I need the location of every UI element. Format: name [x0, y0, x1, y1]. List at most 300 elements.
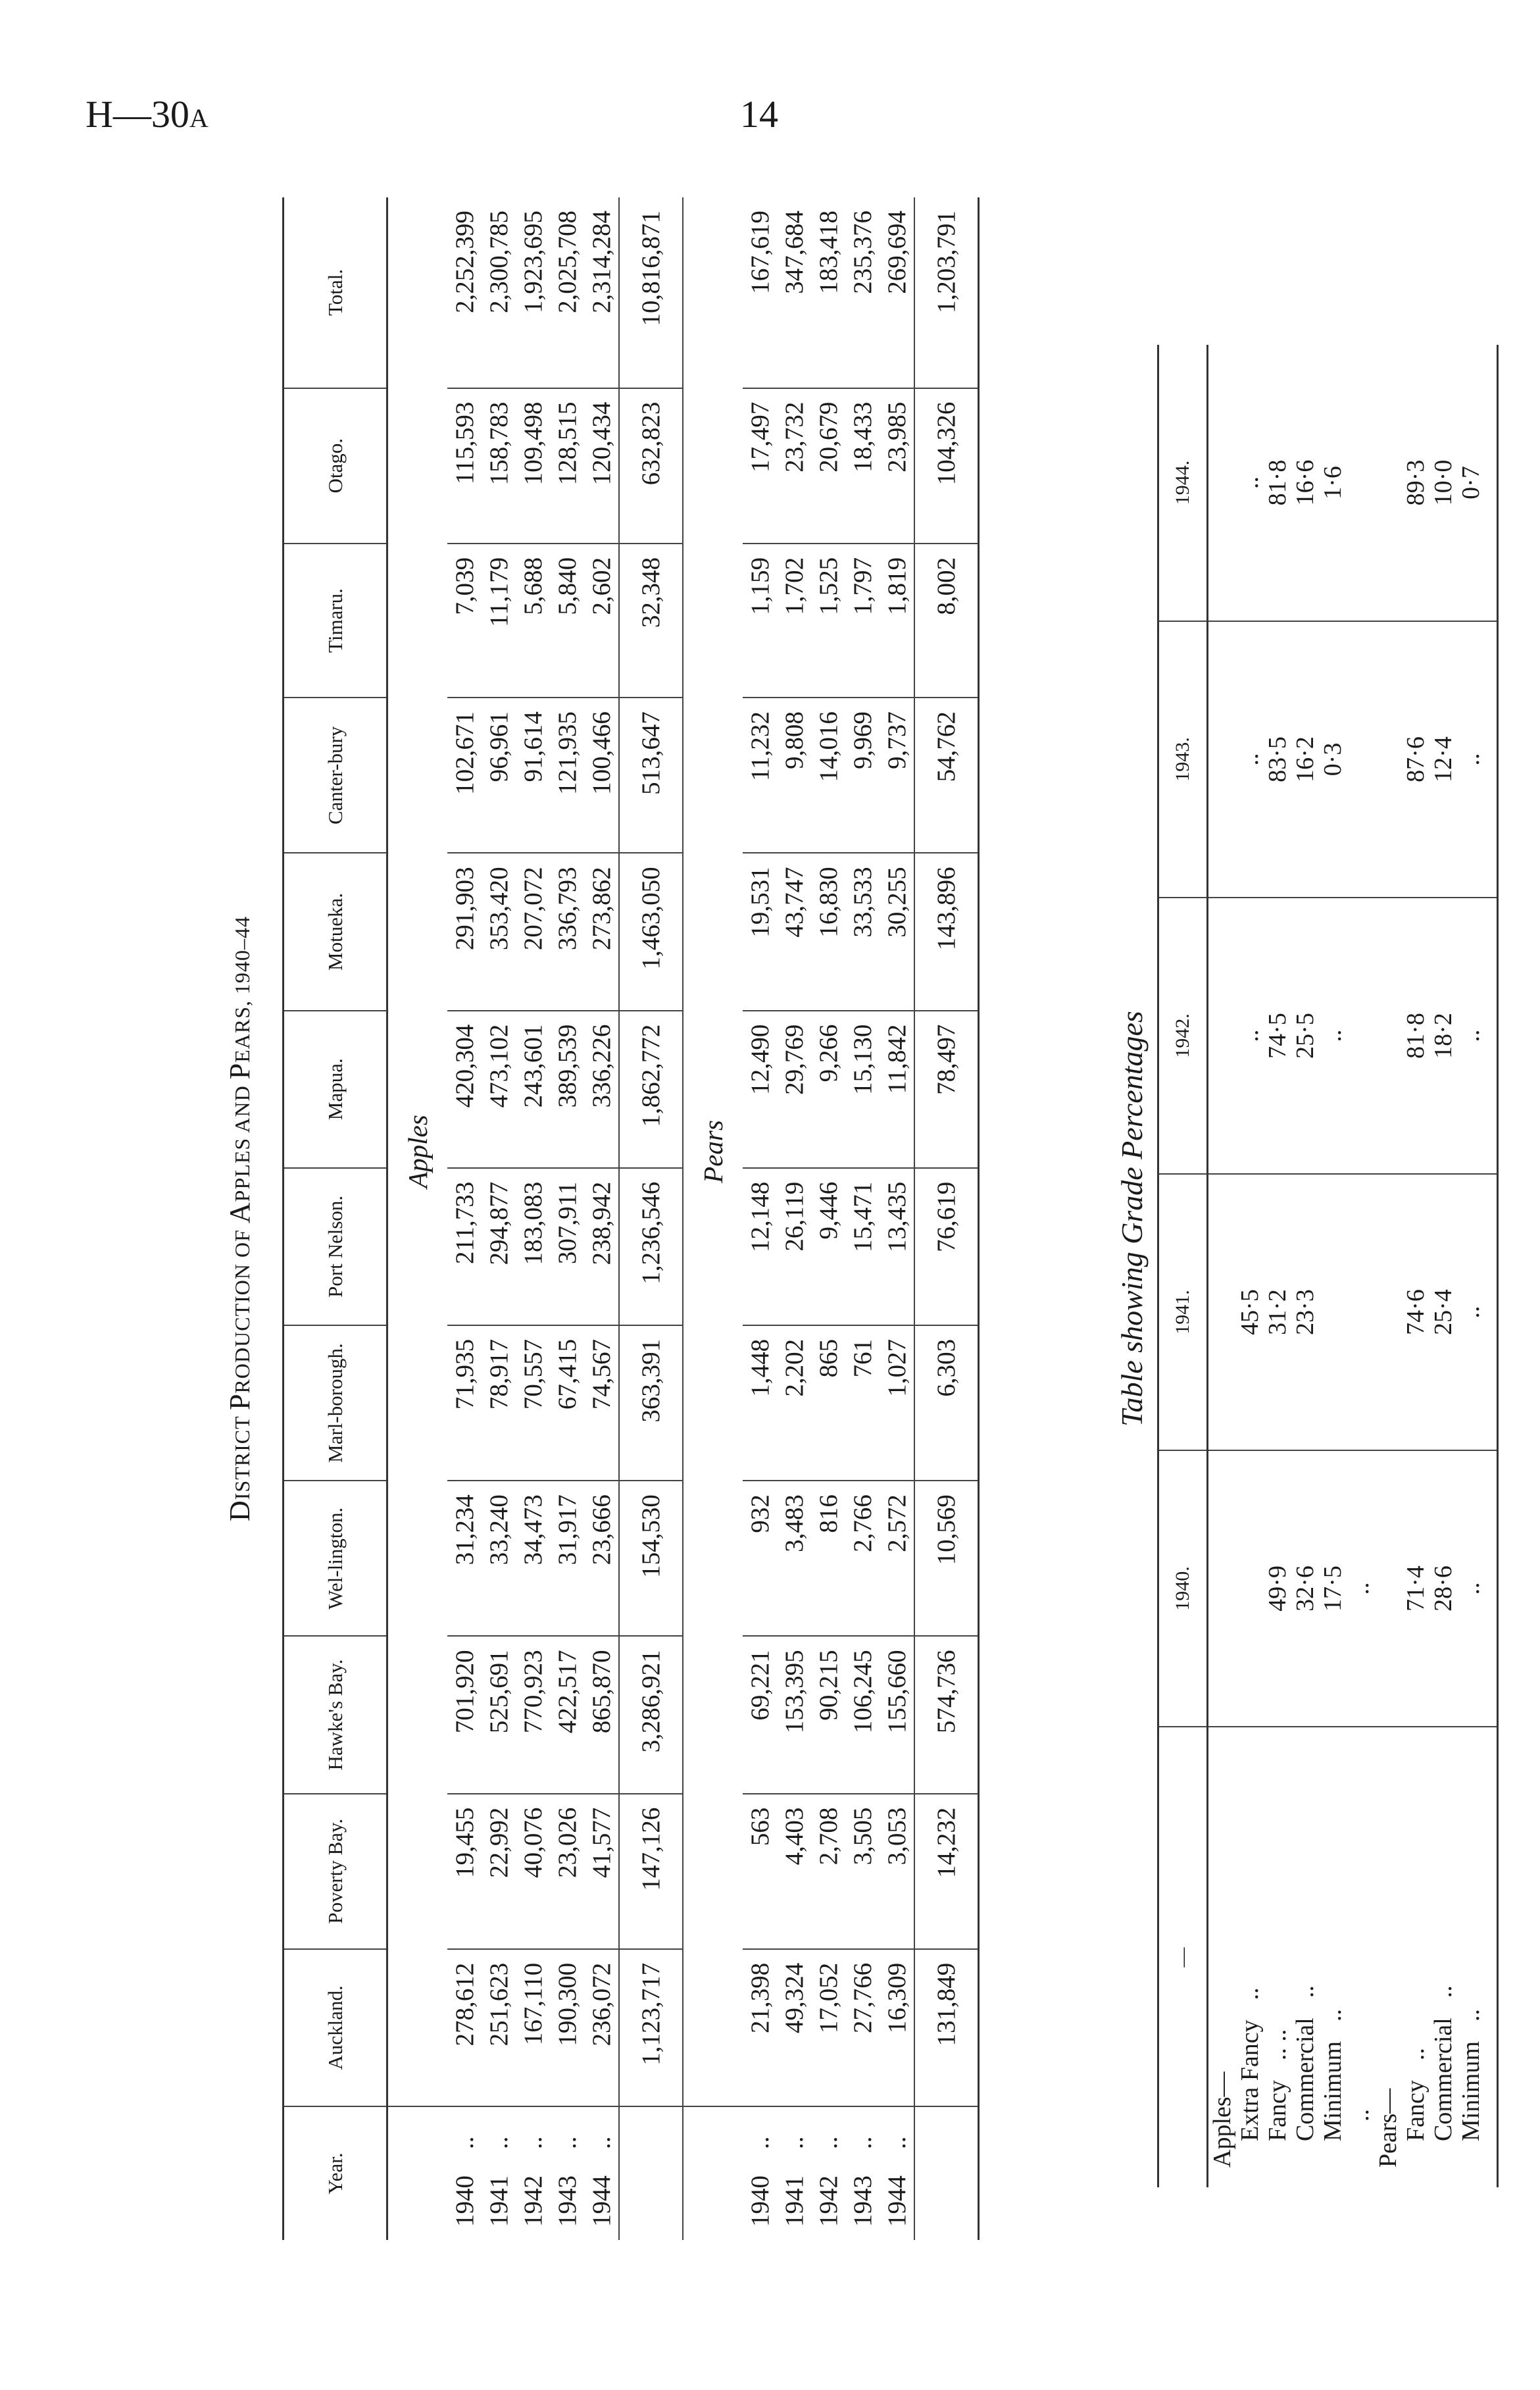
value-cell: 9,266 [811, 1011, 845, 1168]
year-cell [584, 2106, 619, 2240]
grade-value-cell [1374, 898, 1402, 1174]
grade-value-cell: .. [1457, 1174, 1485, 1450]
column-header: Mapua. [284, 1011, 387, 1168]
value-cell: 121,935 [550, 698, 584, 853]
grade-value-cell: 25·5 [1291, 898, 1319, 1174]
total-cell: 363,391 [619, 1325, 683, 1481]
value-cell: 389,539 [550, 1011, 584, 1168]
year-cell [550, 2106, 584, 2240]
value-cell: 2,602 [584, 544, 619, 698]
grade-row [1457, 345, 1485, 2187]
grade-value-cell: .. [1347, 1450, 1374, 1727]
leader-dots: .. [1291, 1985, 1319, 1998]
value-cell: 23,732 [777, 388, 811, 544]
value-cell: 291,903 [447, 853, 482, 1010]
value-cell: 3,053 [880, 1794, 914, 1949]
value-cell: 865 [811, 1325, 845, 1481]
total-cell: 104,326 [914, 388, 979, 544]
total-cell: 131,849 [914, 1949, 979, 2106]
grade-label: Extra Fancy [1236, 2020, 1264, 2141]
value-cell: 211,733 [447, 1168, 482, 1325]
total-cell: 6,303 [914, 1325, 979, 1481]
value-cell: 816 [811, 1481, 845, 1636]
value-cell: 33,240 [482, 1481, 516, 1636]
value-cell: 31,917 [550, 1481, 584, 1636]
value-cell: 12,490 [743, 1011, 777, 1168]
year-value: 1940 [745, 2175, 774, 2227]
column-header: Timaru. [284, 544, 387, 698]
value-cell: 5,840 [550, 544, 584, 698]
value-cell: 16,309 [880, 1949, 914, 2106]
grade-label: Fancy [1264, 2080, 1291, 2141]
value-cell: 14,016 [811, 698, 845, 853]
section-row [683, 197, 743, 2240]
grade-value-cell [1374, 1174, 1402, 1450]
grade-label-cell [1402, 1727, 1429, 2187]
total-cell: 513,647 [619, 698, 683, 853]
value-cell: 183,083 [516, 1168, 550, 1325]
value-cell: 9,808 [777, 698, 811, 853]
grade-label: Minimum [1457, 2041, 1485, 2141]
grade-row [1208, 345, 1237, 2187]
value-cell: 15,130 [845, 1011, 880, 1168]
grade-label-cell [1319, 1727, 1347, 2187]
value-cell: 109,498 [516, 388, 550, 544]
value-cell: 155,660 [880, 1636, 914, 1793]
value-cell: 1,702 [777, 544, 811, 698]
grade-value-cell [1374, 1450, 1402, 1727]
grade-label-cell [1291, 1727, 1319, 2187]
grade-row [1402, 345, 1429, 2187]
value-cell: 273,862 [584, 853, 619, 1010]
grade-column-header: 1940. [1158, 1450, 1208, 1727]
table-row [516, 197, 550, 2240]
grade-value-cell: 81·8 [1402, 898, 1429, 1174]
value-cell: 19,455 [447, 1794, 482, 1949]
value-cell: 17,497 [743, 388, 777, 544]
total-row [619, 197, 683, 2240]
value-cell: 23,666 [584, 1481, 619, 1636]
value-cell: 128,515 [550, 388, 584, 544]
grade-end-cell [1485, 1727, 1498, 2187]
grade-value-cell: .. [1457, 1450, 1485, 1727]
grade-value-cell [1319, 1174, 1347, 1450]
grade-value-cell: 12·4 [1429, 621, 1457, 898]
value-cell: 91,614 [516, 698, 550, 853]
grade-value-cell: .. [1236, 898, 1264, 1174]
value-cell: 207,072 [516, 853, 550, 1010]
value-cell: 102,671 [447, 698, 482, 853]
year-value: 1941 [780, 2175, 808, 2227]
value-cell: 96,961 [482, 698, 516, 853]
value-cell: 190,300 [550, 1949, 584, 2106]
value-cell: 420,304 [447, 1011, 482, 1168]
year-cell [447, 2106, 482, 2240]
value-cell: 9,446 [811, 1168, 845, 1325]
value-cell: 34,473 [516, 1481, 550, 1636]
column-header: Auckland. [284, 1949, 387, 2106]
value-cell: 2,314,284 [584, 197, 619, 388]
grade-value-cell: .. [1236, 621, 1264, 898]
grade-column-header: 1943. [1158, 621, 1208, 898]
value-cell: 2,300,785 [482, 197, 516, 388]
grade-end-cell [1485, 898, 1498, 1174]
value-cell: 70,557 [516, 1325, 550, 1481]
total-cell: 147,126 [619, 1794, 683, 1949]
value-cell: 16,830 [811, 853, 845, 1010]
value-cell: 90,215 [811, 1636, 845, 1793]
leader-dots: .. [1319, 2008, 1347, 2021]
value-cell: 347,684 [777, 197, 811, 388]
value-cell: 9,969 [845, 698, 880, 853]
grade-label-cell [1347, 1727, 1374, 2187]
value-cell: 307,911 [550, 1168, 584, 1325]
value-cell: 21,398 [743, 1949, 777, 2106]
document-code-suffix: A [189, 103, 209, 133]
value-cell: 251,623 [482, 1949, 516, 2106]
total-cell: 143,896 [914, 853, 979, 1010]
grade-value-cell [1208, 621, 1237, 898]
total-row [914, 197, 979, 2240]
leader-dots: .. [1347, 2109, 1374, 2122]
grade-row [1264, 345, 1291, 2187]
value-cell: 1,159 [743, 544, 777, 698]
leader-dots: .. [1402, 2048, 1429, 2061]
total-cell: 1,236,546 [619, 1168, 683, 1325]
grade-value-cell: 87·6 [1402, 621, 1429, 898]
total-cell: 54,762 [914, 698, 979, 853]
leader-dots: .. [1457, 2008, 1485, 2021]
value-cell: 20,679 [811, 388, 845, 544]
value-cell: 13,435 [880, 1168, 914, 1325]
value-cell: 701,920 [447, 1636, 482, 1793]
grade-value-cell [1347, 345, 1374, 621]
grade-value-cell: .. [1457, 898, 1485, 1174]
column-header: Port Nelson. [284, 1168, 387, 1325]
value-cell: 153,395 [777, 1636, 811, 1793]
grade-value-cell: 0·3 [1319, 621, 1347, 898]
year-cell [482, 2106, 516, 2240]
leader-dots: .. [780, 2136, 808, 2149]
value-cell: 100,466 [584, 698, 619, 853]
grade-value-cell: 1·6 [1319, 345, 1347, 621]
grade-column-header: — [1158, 1727, 1208, 2187]
grade-value-cell: .. [1457, 621, 1485, 898]
column-header: Otago. [284, 388, 387, 544]
year-cell [516, 2106, 550, 2240]
value-cell: 238,942 [584, 1168, 619, 1325]
leader-dots: .. .. [1264, 2029, 1291, 2061]
grade-label-cell [1429, 1727, 1457, 2187]
table-row [777, 197, 811, 2240]
total-cell: 76,619 [914, 1168, 979, 1325]
total-cell: 632,823 [619, 388, 683, 544]
grade-value-cell: 10·0 [1429, 345, 1457, 621]
column-header: Year. [284, 2106, 387, 2240]
year-value: 1944 [882, 2175, 911, 2227]
value-cell: 106,245 [845, 1636, 880, 1793]
grade-label: Fancy [1402, 2080, 1429, 2141]
table-row [482, 197, 516, 2240]
total-cell: 32,348 [619, 544, 683, 698]
grade-value-cell [1208, 898, 1237, 1174]
grade-value-cell: 74·5 [1264, 898, 1291, 1174]
grade-value-cell [1374, 621, 1402, 898]
grade-value-cell: 45·5 [1236, 1174, 1264, 1450]
value-cell: 11,842 [880, 1011, 914, 1168]
value-cell: 15,471 [845, 1168, 880, 1325]
value-cell: 473,102 [482, 1011, 516, 1168]
value-cell: 1,797 [845, 544, 880, 698]
grade-value-cell: 32·6 [1291, 1450, 1319, 1727]
section-row [387, 197, 448, 2240]
table-row [447, 197, 482, 2240]
grade-end-cell [1485, 1174, 1498, 1450]
grade-row [1291, 345, 1319, 2187]
column-header: Marl-borough. [284, 1325, 387, 1481]
value-cell: 4,403 [777, 1794, 811, 1949]
value-cell: 353,420 [482, 853, 516, 1010]
value-cell: 74,567 [584, 1325, 619, 1481]
grade-end-cell [1485, 1450, 1498, 1727]
grade-row [1236, 345, 1264, 2187]
value-cell: 1,525 [811, 544, 845, 698]
leader-dots: .. [450, 2136, 479, 2149]
total-label-cell [914, 2106, 979, 2240]
value-cell: 336,793 [550, 853, 584, 1010]
grade-end-row [1485, 345, 1498, 2187]
grade-value-cell: 16·2 [1291, 621, 1319, 898]
value-cell: 243,601 [516, 1011, 550, 1168]
value-cell: 294,877 [482, 1168, 516, 1325]
document-code [86, 92, 209, 136]
year-cell [777, 2106, 811, 2240]
value-cell: 23,026 [550, 1794, 584, 1949]
column-header: Wel-lington. [284, 1481, 387, 1636]
leader-dots: .. [518, 2136, 547, 2149]
grade-value-cell: 89·3 [1402, 345, 1429, 621]
value-cell: 2,708 [811, 1794, 845, 1949]
grade-end-cell [1485, 621, 1498, 898]
grade-label: Minimum [1319, 2041, 1347, 2141]
table-row [811, 197, 845, 2240]
leader-dots: .. [882, 2136, 911, 2149]
value-cell: 336,226 [584, 1011, 619, 1168]
total-cell: 8,002 [914, 544, 979, 698]
total-cell: 14,232 [914, 1794, 979, 1949]
column-header: Hawke's Bay. [284, 1636, 387, 1793]
total-cell: 154,530 [619, 1481, 683, 1636]
grade-value-cell: 83·5 [1264, 621, 1291, 898]
grade-label-cell [1457, 1727, 1485, 2187]
value-cell: 69,221 [743, 1636, 777, 1793]
value-cell: 269,694 [880, 197, 914, 388]
total-label-cell [619, 2106, 683, 2240]
grade-label: Commercial [1291, 2018, 1319, 2141]
value-cell: 2,025,708 [550, 197, 584, 388]
value-cell: 5,688 [516, 544, 550, 698]
grade-row [1347, 345, 1374, 2187]
value-cell: 167,619 [743, 197, 777, 388]
value-cell: 761 [845, 1325, 880, 1481]
value-cell: 1,923,695 [516, 197, 550, 388]
grade-column-header: 1944. [1158, 345, 1208, 621]
value-cell: 1,027 [880, 1325, 914, 1481]
leader-dots: .. [484, 2136, 513, 2149]
value-cell: 3,505 [845, 1794, 880, 1949]
value-cell: 78,917 [482, 1325, 516, 1481]
value-cell: 17,052 [811, 1949, 845, 2106]
value-cell: 235,376 [845, 197, 880, 388]
year-value: 1940 [450, 2175, 479, 2227]
value-cell: 120,434 [584, 388, 619, 544]
total-cell: 78,497 [914, 1011, 979, 1168]
value-cell: 183,418 [811, 197, 845, 388]
grade-value-cell: 25·4 [1429, 1174, 1457, 1450]
grade-value-cell [1208, 1174, 1237, 1450]
grade-value-cell: 23·3 [1291, 1174, 1319, 1450]
grade-value-cell [1236, 1450, 1264, 1727]
section-label: Apples [387, 197, 448, 2106]
year-cell [811, 2106, 845, 2240]
section-label: Pears [683, 197, 743, 2106]
value-cell: 11,179 [482, 544, 516, 698]
grade-row [1429, 345, 1457, 2187]
grade-value-cell: 74·6 [1402, 1174, 1429, 1450]
grade-value-cell [1374, 345, 1402, 621]
grade-end-cell [1485, 345, 1498, 621]
value-cell: 31,234 [447, 1481, 482, 1636]
table-row [550, 197, 584, 2240]
total-cell: 1,463,050 [619, 853, 683, 1010]
leader-dots: .. [553, 2136, 582, 2149]
value-cell: 167,110 [516, 1949, 550, 2106]
grade-value-cell: .. [1319, 898, 1347, 1174]
value-cell: 422,517 [550, 1636, 584, 1793]
grade-value-cell: 16·6 [1291, 345, 1319, 621]
value-cell: 2,766 [845, 1481, 880, 1636]
value-cell: 525,691 [482, 1636, 516, 1793]
grade-value-cell [1347, 898, 1374, 1174]
value-cell: 932 [743, 1481, 777, 1636]
grade-value-cell: 71·4 [1402, 1450, 1429, 1727]
grade-value-cell: 49·9 [1264, 1450, 1291, 1727]
section-spacer [387, 2106, 448, 2240]
total-cell: 1,203,791 [914, 197, 979, 388]
rotated-tables [223, 197, 1485, 2240]
grade-label: Apples— [1208, 2072, 1236, 2168]
value-cell: 12,148 [743, 1168, 777, 1325]
value-cell: 19,531 [743, 853, 777, 1010]
value-cell: 18,433 [845, 388, 880, 544]
grade-column-header: 1942. [1158, 898, 1208, 1174]
value-cell: 23,985 [880, 388, 914, 544]
grade-label-cell [1374, 1727, 1402, 2187]
value-cell: 30,255 [880, 853, 914, 1010]
grade-value-cell [1347, 621, 1374, 898]
value-cell: 278,612 [447, 1949, 482, 2106]
total-cell: 10,569 [914, 1481, 979, 1636]
grade-value-cell: 18·2 [1429, 898, 1457, 1174]
value-cell: 2,202 [777, 1325, 811, 1481]
value-cell: 1,819 [880, 544, 914, 698]
value-cell: 3,483 [777, 1481, 811, 1636]
leader-dots: .. [745, 2136, 774, 2149]
grade-label-cell [1236, 1727, 1264, 2187]
grade-value-cell: 17·5 [1319, 1450, 1347, 1727]
year-cell [743, 2106, 777, 2240]
column-header: Poverty Bay. [284, 1794, 387, 1949]
grade-value-cell: 81·8 [1264, 345, 1291, 621]
value-cell: 9,737 [880, 698, 914, 853]
grade-value-cell [1208, 1450, 1237, 1727]
section-spacer [683, 2106, 743, 2240]
leader-dots: .. [587, 2136, 616, 2149]
year-value: 1943 [848, 2175, 877, 2227]
value-cell: 1,448 [743, 1325, 777, 1481]
value-cell: 770,923 [516, 1636, 550, 1793]
leader-dots: .. [1236, 1987, 1264, 2000]
value-cell: 115,593 [447, 388, 482, 544]
grade-label: Commercial [1429, 2018, 1457, 2141]
table-title: DISTRICT PRODUCTION OF APPLES AND PEARS, 1940–44 [224, 915, 256, 1522]
year-value: 1942 [814, 2175, 843, 2227]
table-row [845, 197, 880, 2240]
grade-table-title: Table showing Grade Percentages [1115, 1011, 1149, 1427]
leader-dots: .. [814, 2136, 843, 2149]
year-value: 1942 [518, 2175, 547, 2227]
year-value: 1941 [484, 2175, 513, 2227]
year-cell [845, 2106, 880, 2240]
value-cell: 236,072 [584, 1949, 619, 2106]
year-value: 1944 [587, 2175, 616, 2227]
value-cell: 43,747 [777, 853, 811, 1010]
grade-label-cell [1208, 1727, 1237, 2187]
year-cell [880, 2106, 914, 2240]
value-cell: 865,870 [584, 1636, 619, 1793]
grade-label: Pears— [1374, 2088, 1402, 2168]
grade-row [1319, 345, 1347, 2187]
column-header: Motueka. [284, 853, 387, 1010]
value-cell: 41,577 [584, 1794, 619, 1949]
page-number: 14 [740, 93, 778, 136]
column-header: Canter-bury [284, 698, 387, 853]
year-value: 1943 [553, 2175, 582, 2227]
grade-value-cell: 0·7 [1457, 345, 1485, 621]
total-cell: 3,286,921 [619, 1636, 683, 1793]
total-cell: 10,816,871 [619, 197, 683, 388]
value-cell: 158,783 [482, 388, 516, 544]
value-cell: 71,935 [447, 1325, 482, 1481]
value-cell: 27,766 [845, 1949, 880, 2106]
grade-table [1157, 345, 1499, 2187]
value-cell: 49,324 [777, 1949, 811, 2106]
grade-value-cell: 31·2 [1264, 1174, 1291, 1450]
value-cell: 11,232 [743, 698, 777, 853]
leader-dots: .. [1429, 1985, 1457, 1998]
table-row [880, 197, 914, 2240]
column-header: Total. [284, 197, 387, 388]
value-cell: 67,415 [550, 1325, 584, 1481]
value-cell: 2,252,399 [447, 197, 482, 388]
value-cell: 29,769 [777, 1011, 811, 1168]
grade-value-cell [1208, 345, 1237, 621]
value-cell: 40,076 [516, 1794, 550, 1949]
table-row [584, 197, 619, 2240]
value-cell: 33,533 [845, 853, 880, 1010]
total-cell: 574,736 [914, 1636, 979, 1793]
table-row [743, 197, 777, 2240]
